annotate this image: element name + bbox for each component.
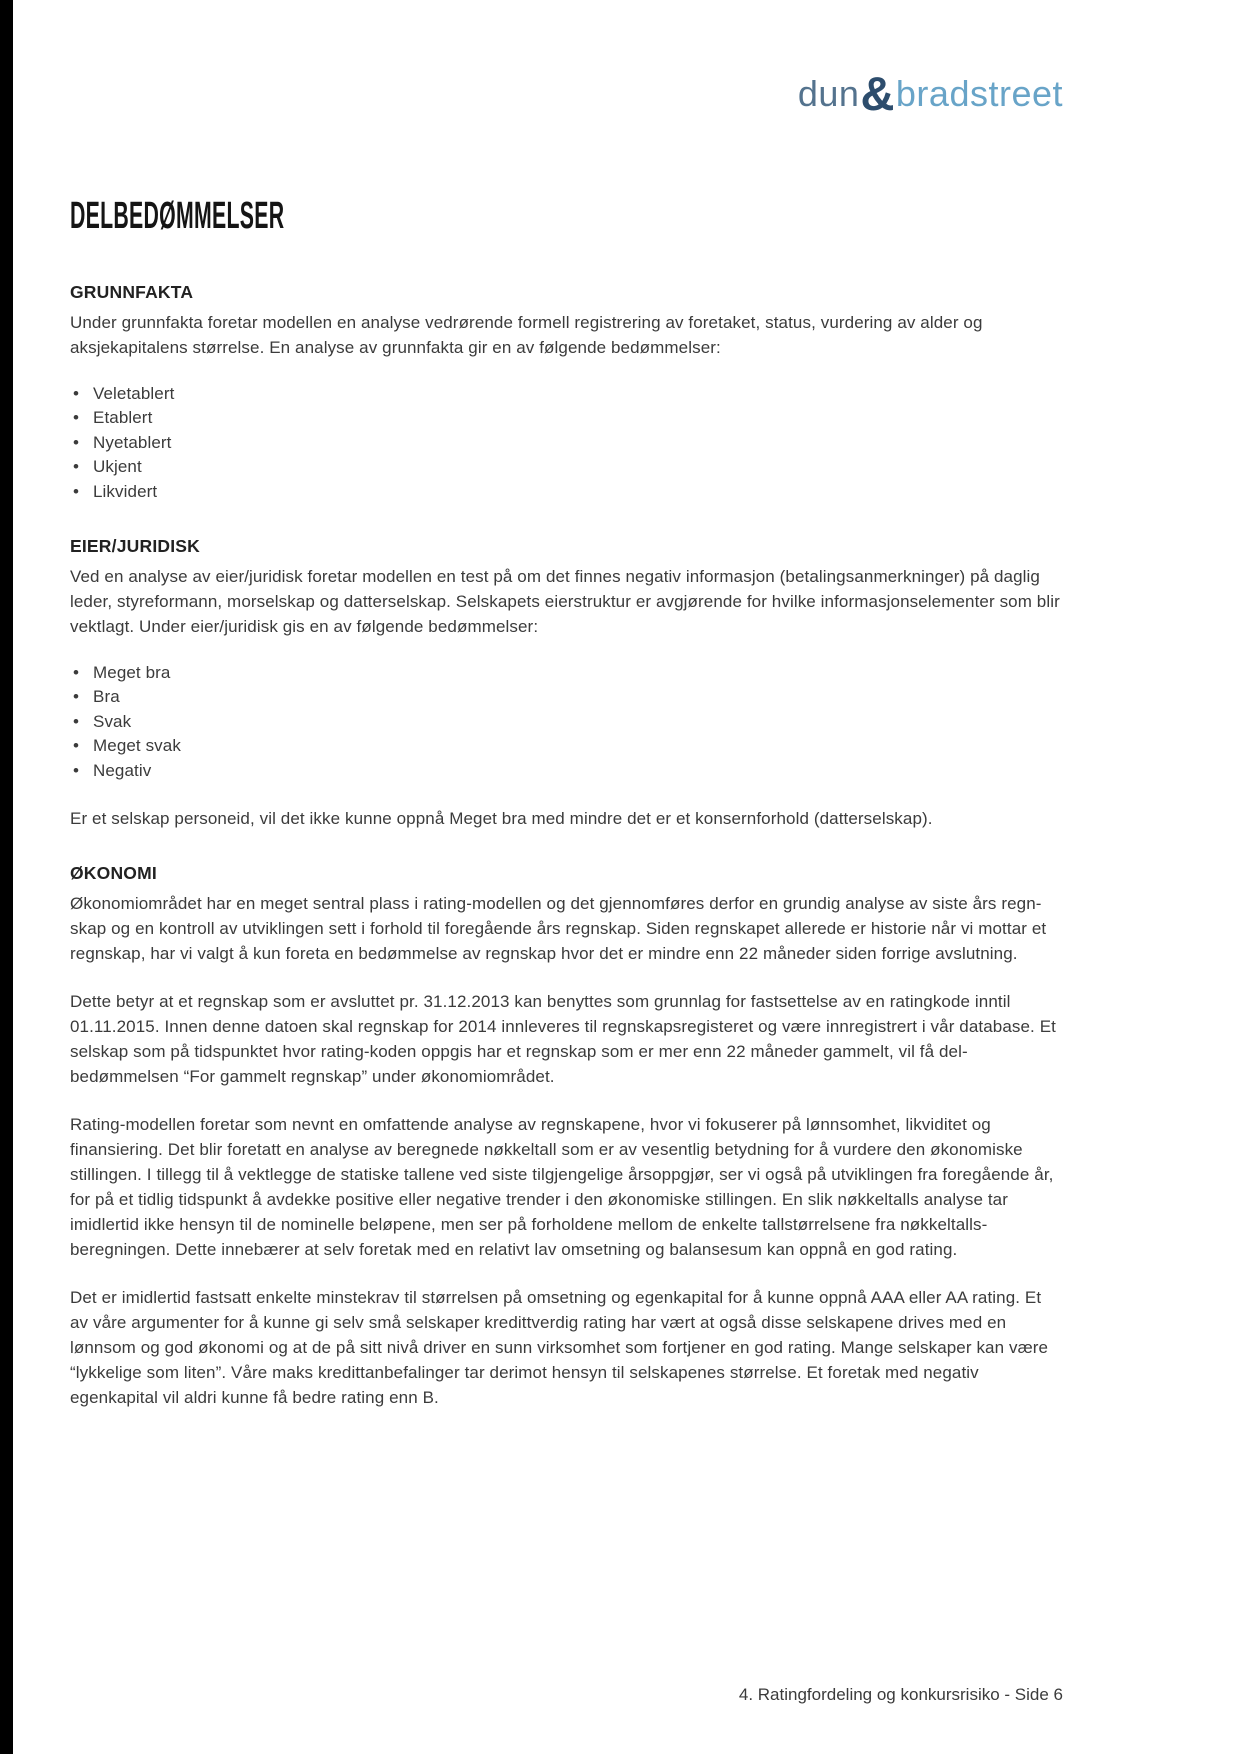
section-note-eier-juridisk: Er et selskap personeid, vil det ikke kunne oppnå Meget bra med mindre det er et konsernforhold (datterselskap). [70,809,933,829]
section-intro-eier-juridisk: Ved en analyse av eier/juridisk foretar modellen en test på om det finnes negativ informasjon (betalingsanmerkninger) på daglig leder, styreformann, morselskap og datterselskap. Selskapets eierstruktur er avgjørende for hvilke informasjonselementer som blir vektlagt. Under eier/juridisk gis en av følgende bedømmelser: [70,567,1060,637]
logo-ampersand-icon: & [860,67,895,120]
section-intro-grunnfakta: Under grunnfakta foretar modellen en analyse vedrørende formell registrering av foretaket, status, vurdering av alder og aksjekapitalens størrelse. En analyse av grunnfakta gir en av følgende bedømmelser: [70,313,983,357]
list-item: • Meget bra [70,661,1063,685]
bullet-list-grunnfakta [70,382,1063,504]
list-item: • Svak [70,710,1063,734]
list-item: • Nyetablert [70,431,1063,455]
list-item: • Meget svak [70,734,1063,758]
document-body [70,280,1063,1410]
okonomi-paragraph-2: Dette betyr at et regnskap som er avsluttet pr. 31.12.2013 kan benyttes som grunnlag for fastsettelse av en ratingkode inntil 01.11.2015. Innen denne datoen skal regnskap for 2014 innleveres til regnskapsregisteret og være innregistrert i vår database. Et selskap som på tidspunktet hvor rating-koden oppgis har et regnskap som er mer enn 22 måneder gammelt, vil få del- bedømmelsen “For gammelt regnskap” under økonomiområdet. [70,992,1056,1087]
section-eier-juridisk [70,534,1063,831]
dun-bradstreet-logo [70,68,1063,120]
section-okonomi [70,861,1063,1410]
list-item: • Etablert [70,406,1063,430]
page-title: DELBEDØMMELSER [70,195,285,237]
list-item: • Bra [70,685,1063,709]
logo-word-bradstreet: bradstreet [895,73,1063,114]
page-footer: 4. Ratingfordeling og konkursrisiko - Side 6 [738,1685,1063,1704]
section-heading-eier-juridisk: EIER/JURIDISK [70,536,200,557]
list-item: • Veletablert [70,382,1063,406]
okonomi-paragraph-1: Økonomiområdet har en meget sentral plass i rating-modellen og det gjennomføres derfor en grundig analyse av siste års regn- skap og en kontroll av utviklingen sett i forhold til foregående års regnskap. Siden regnskapet allerede er historie når vi mottar et regnskap, har vi valgt å kun foreta en bedømmelse av regnskap hvor det er mindre enn 22 måneder siden forrige avslutning. [70,894,1047,964]
logo-word-dun: dun [797,73,860,114]
section-grunnfakta [70,280,1063,504]
section-heading-okonomi: ØKONOMI [70,863,157,884]
list-item: • Ukjent [70,455,1063,479]
bullet-list-eier-juridisk [70,661,1063,783]
okonomi-paragraph-3: Rating-modellen foretar som nevnt en omfattende analyse av regnskapene, hvor vi fokuserer på lønnsomhet, likviditet og finansiering. Det blir foretatt en analyse av beregnede nøkkeltall som er av vesentlig betydning for å vurdere den økonomiske stillingen. I tillegg til å vektlegge de statiske tallene ved siste tilgjengelige årsoppgjør, ser vi også på utviklingen fra foregående år, for på et tidlig tidspunkt å avdekke positive eller negative trender i den økonomiske stillingen. En slik nøkkeltalls analyse tar imidlertid ikke hensyn til de nominelle beløpene, men ser på forholdene mellom de enkelte tallstørrelsene fra nøkkeltalls- beregningen. Dette innebærer at selv foretak med en relativt lav omsetning og balansesum kan oppnå en god rating. [70,1115,1054,1260]
okonomi-paragraph-4: Det er imidlertid fastsatt enkelte minstekrav til størrelsen på omsetning og egenkapital for å kunne oppnå AAA eller AA rating. Et av våre argumenter for å kunne gi selv små selskaper kredittverdig rating har vært at også disse selskapene drives med en lønnsom og god økonomi og at de på sitt nivå driver en sunn virksomhet som fortjener en god rating. Mange selskaper kan være “lykkelige som liten”. Våre maks kredittanbefalinger tar derimot hensyn til selskapenes størrelse. Et foretak med negativ egenkapital vil aldri kunne få bedre rating enn B. [70,1288,1049,1408]
list-item: • Likvidert [70,480,1063,504]
section-heading-grunnfakta: GRUNNFAKTA [70,282,194,302]
left-accent-bar [0,0,13,1754]
list-item: • Negativ [70,759,1063,783]
